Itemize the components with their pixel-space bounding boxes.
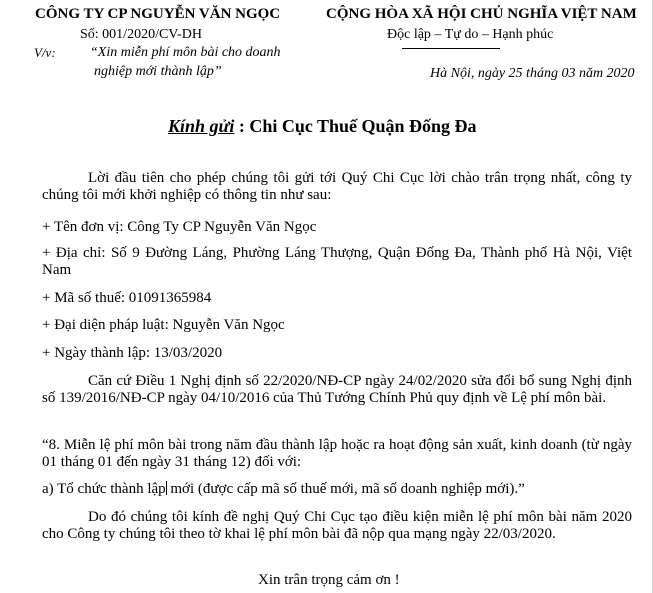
quoted-regulation: “8. Miễn lệ phí môn bài trong năm đầu thành lập hoặc ra hoạt động sản xuất, kinh doanh (từ ngày 01 tháng 01 đến ngày 31 tháng 12) đối với: — [42, 437, 632, 470]
address-line: + Địa chỉ: Số 9 Đường Láng, Phường Láng Thượng, Quận Đống Đa, Thành phố Hà Nội, Việt Nam — [42, 245, 632, 278]
intro-paragraph: Lời đầu tiên cho phép chúng tôi gửi tới Quý Chi Cục lời chào trân trọng nhất, công ty chúng tôi mới khởi nghiệp có thông tin như sau: — [42, 170, 632, 203]
subject-line-2: nghiệp mới thành lập” — [94, 64, 222, 79]
unit-name-line: + Tên đơn vị: Công Ty CP Nguyễn Văn Ngọc — [42, 219, 317, 235]
national-title: CỘNG HÒA XÃ HỘI CHỦ NGHĨA VIỆT NAM — [326, 6, 637, 22]
legal-representative-line: + Đại diện pháp luật: Nguyễn Văn Ngọc — [42, 317, 285, 333]
clause-a-text-start: a) Tổ chức thành lập — [42, 481, 166, 497]
place-and-date: Hà Nội, ngày 25 tháng 03 năm 2020 — [430, 66, 635, 81]
document-number: Số: 001/2020/CV-DH — [80, 27, 203, 42]
company-name: CÔNG TY CP NGUYỄN VĂN NGỌC — [35, 6, 281, 22]
addressee-recipient: : Chi Cục Thuế Quận Đống Đa — [234, 116, 477, 136]
request-paragraph: Do đó chúng tôi kính đề nghị Quý Chi Cục tạo điều kiện miễn lệ phí môn bài năm 2020 cho Công ty chúng tôi theo tờ khai lệ phí môn bài đã nộp qua mạng ngày 22/03/2020. — [42, 509, 632, 542]
closing-thanks: Xin trân trọng cảm ơn ! — [258, 572, 400, 588]
addressee-line — [168, 116, 477, 137]
subject-line-1: “Xin miễn phí môn bài cho doanh — [90, 45, 281, 60]
subject-label: V/v: — [34, 45, 56, 60]
motto-underline — [402, 48, 500, 49]
tax-code-line: + Mã số thuế: 01091365984 — [42, 290, 212, 306]
legal-basis-paragraph: Căn cứ Điều 1 Nghị định số 22/2020/NĐ-CP ngày 24/02/2020 sửa đổi bổ sung Nghị định số 139/2016/NĐ-CP ngày 04/10/2016 của Thủ Tướng Chính Phủ quy định về Lệ phí môn bài. — [42, 373, 632, 406]
addressee-label: Kính gửi — [168, 116, 235, 136]
clause-a-line[interactable] — [42, 481, 632, 498]
clause-a-text-end: mới (được cấp mã số thuế mới, mã số doanh nghiệp mới).” — [166, 481, 525, 497]
national-motto: Độc lập – Tự do – Hạnh phúc — [387, 27, 554, 42]
founded-date-line: + Ngày thành lập: 13/03/2020 — [42, 345, 223, 361]
